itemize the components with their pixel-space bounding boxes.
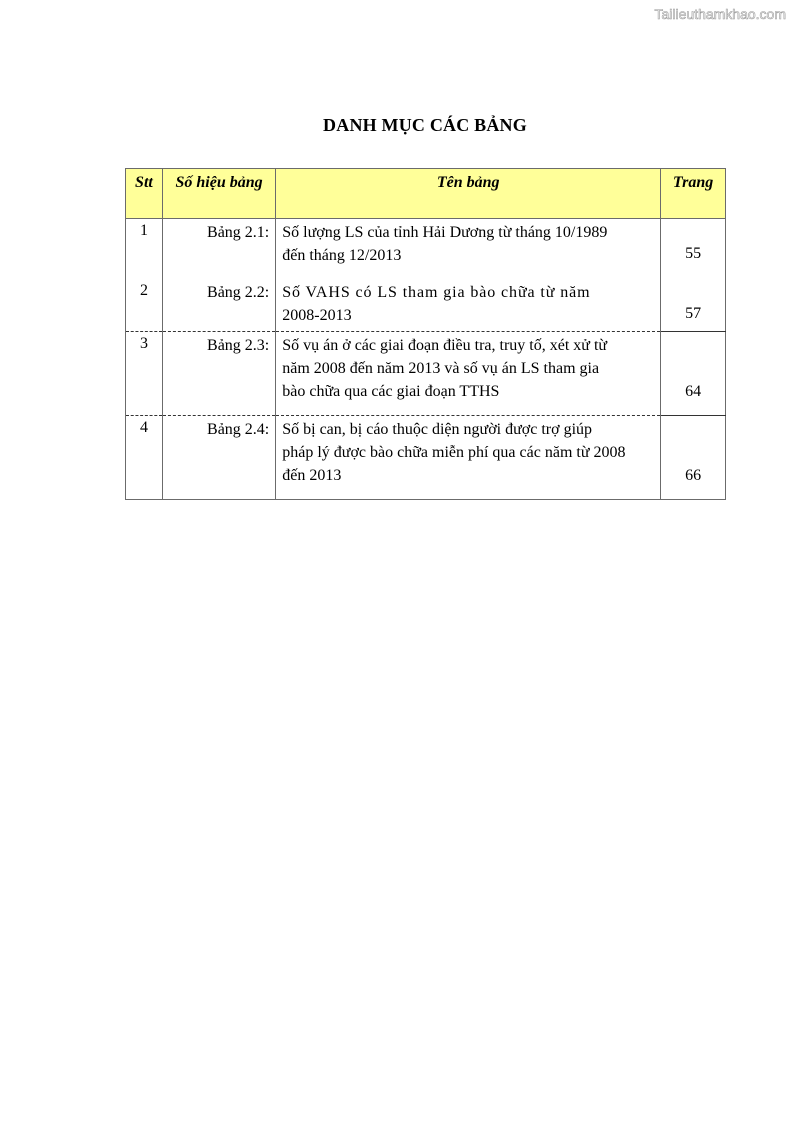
- row-stt: 1: [139, 222, 148, 239]
- row-page-number: 55: [685, 245, 702, 262]
- row-table-name-line: đến tháng 12/2013: [282, 247, 402, 264]
- row-table-number: Bảng 2.4:: [162, 416, 275, 500]
- row-name-cell: [276, 219, 661, 332]
- row-stt: 2: [139, 282, 148, 299]
- row-stt-cell: [126, 219, 163, 332]
- header-page: Trang: [661, 169, 726, 219]
- row-table-name-line: năm 2008 đến năm 2013 và số vụ án LS tham gia: [282, 360, 600, 377]
- row-name-cell: [276, 332, 661, 416]
- row-table-name-line: Số bị can, bị cáo thuộc diện người được trợ giúp: [282, 421, 593, 438]
- row-table-number: Bảng 2.2:: [207, 284, 270, 301]
- row-table-number: Bảng 2.3:: [162, 332, 275, 416]
- list-of-tables: [125, 168, 726, 500]
- header-stt: Stt: [126, 169, 163, 219]
- table-row-group: [126, 219, 726, 332]
- row-name-cell: [276, 416, 661, 500]
- table-row: [126, 416, 726, 500]
- row-stt: 4: [126, 416, 163, 500]
- row-table-name-line: Số vụ án ở các giai đoạn điều tra, truy tố, xét xử từ: [282, 337, 608, 354]
- row-code-cell: [162, 219, 275, 332]
- row-table-number: Bảng 2.1:: [207, 224, 270, 241]
- row-page-cell: [661, 332, 726, 416]
- header-table-name: Tên bảng: [276, 169, 661, 219]
- row-table-name-line: bào chữa qua các giai đoạn TTHS: [282, 383, 500, 400]
- row-page-number: 64: [685, 383, 702, 400]
- row-table-name-line: đến 2013: [282, 467, 342, 484]
- row-page-number: 66: [685, 467, 702, 484]
- row-page-number: 57: [685, 305, 702, 322]
- row-page-cell: [661, 416, 726, 500]
- header-table-number: Số hiệu bảng: [162, 169, 275, 219]
- table-row: [126, 332, 726, 416]
- row-stt: 3: [126, 332, 163, 416]
- row-page-cell: [661, 219, 726, 332]
- table-header-row: [126, 169, 726, 219]
- watermark: Tailieuthamkhao.com: [654, 6, 786, 22]
- row-table-name-line: Số lượng LS của tỉnh Hải Dương từ tháng 10/1989: [282, 224, 608, 241]
- row-table-name-line: Số VAHS có LS tham gia bào chữa từ năm: [282, 284, 591, 301]
- row-table-name-line: pháp lý được bào chữa miễn phí qua các năm từ 2008: [282, 444, 626, 461]
- page-title: DANH MỤC CÁC BẢNG: [323, 115, 527, 135]
- row-table-name-line: 2008-2013: [282, 307, 352, 324]
